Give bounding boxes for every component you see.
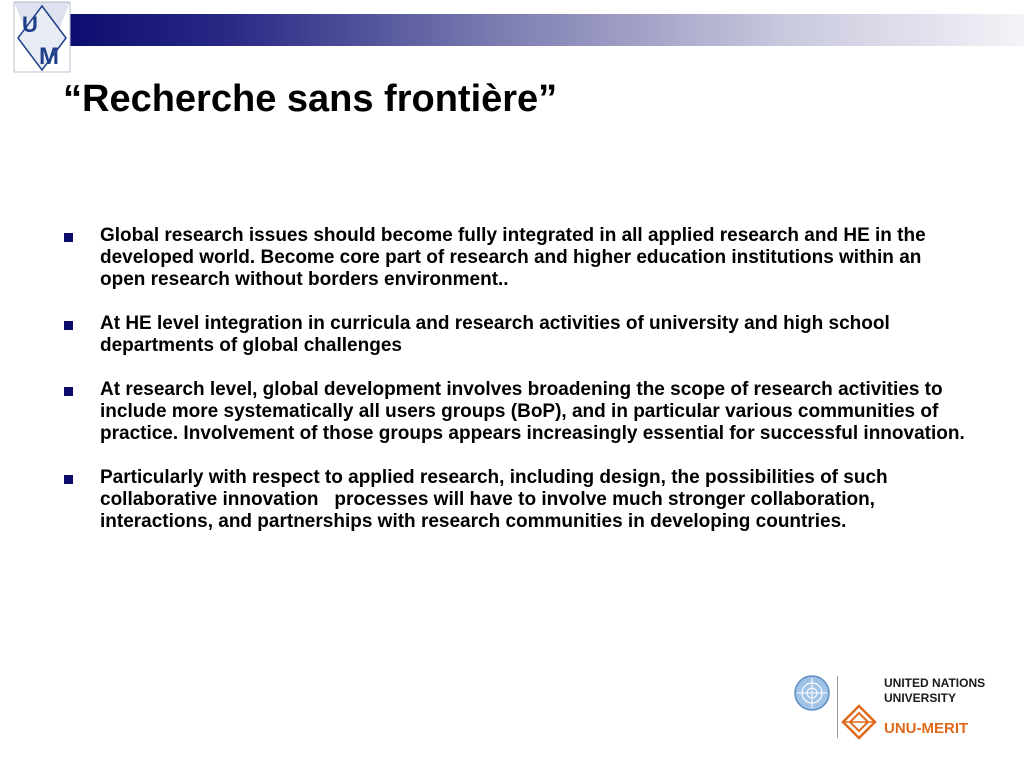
unu-merit-label: UNU-MERIT [884, 720, 969, 737]
list-item [60, 379, 970, 445]
logo-divider [837, 676, 838, 738]
slide-title: “Recherche sans frontière” [63, 78, 558, 120]
list-item [60, 313, 970, 357]
bullet-text: Particularly with respect to applied research, including design, the possibilities of such collaborative innovation processes will have to involve much stronger collaboration, interactions, and partnerships with research communities in developing countries. [100, 467, 893, 532]
svg-text:U: U [22, 12, 38, 37]
merit-emblem-icon [841, 704, 877, 740]
bullet-text: At HE level integration in curricula and research activities of university and high school departments of global challenges [100, 313, 896, 356]
bullet-text: Global research issues should become fully integrated in all applied research and HE in the developed world. Become core part of research and higher education institutions within an open research without borders environment.. [100, 225, 931, 290]
square-bullet-icon [64, 233, 73, 242]
unu-name: UNITED NATIONS UNIVERSITY [884, 676, 986, 705]
list-item [60, 467, 970, 533]
square-bullet-icon [64, 321, 73, 330]
un-emblem-icon [793, 674, 831, 712]
square-bullet-icon [64, 387, 73, 396]
header-gradient-band [60, 14, 1024, 46]
bullet-text: At research level, global development involves broadening the scope of research activities to include more systematically all users groups (BoP), and in particular various communities of practice. Involvement of those groups appears increasingly essential for successful innovation. [100, 379, 965, 444]
um-logo [6, 0, 78, 74]
list-item [60, 225, 970, 291]
bullet-list [60, 225, 970, 555]
unu-merit-logo [793, 672, 1003, 744]
square-bullet-icon [64, 475, 73, 484]
svg-text:M: M [39, 43, 59, 70]
